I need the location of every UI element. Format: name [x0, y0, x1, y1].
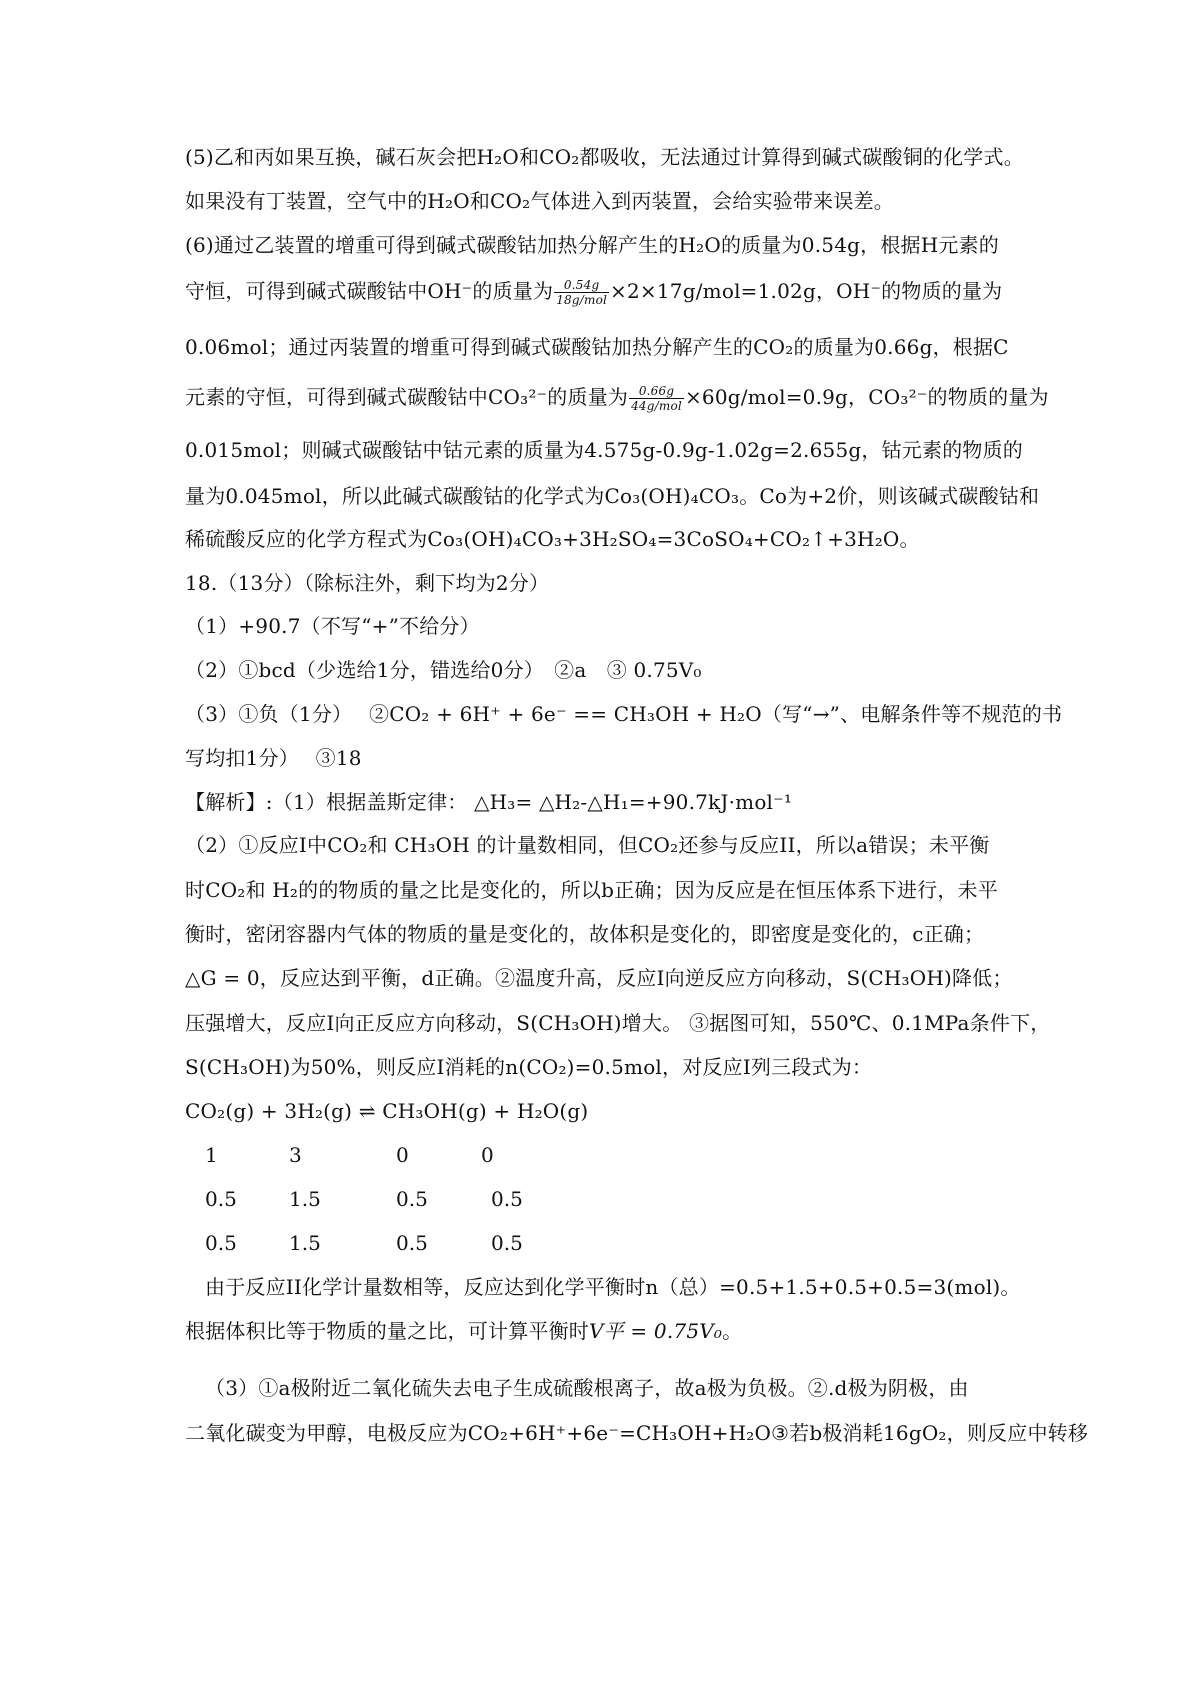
table-cell: 0.5: [205, 1187, 237, 1211]
analysis-line10: （3）①a极附近二氧化硫失去电子生成硫酸根离子，故a极为负极。②.d极为阴极，由: [205, 1376, 969, 1400]
p6-line5: 0.015mol；则碱式碳酸钴中钴元素的质量为4.575g-0.9g-1.02g=2.655g，钴元素的物质的: [185, 438, 1023, 462]
p6-line7: 稀硫酸反应的化学方程式为Co₃(OH)₄CO₃+3H₂SO₄=3CoSO₄+CO₂↑+3H₂O。: [185, 527, 920, 551]
table-cell: 0: [396, 1143, 409, 1167]
table-cell: 0.5: [396, 1231, 428, 1255]
table-cell: 0.5: [491, 1187, 523, 1211]
analysis-line11: 二氧化碳变为甲醇，电极反应为CO₂+6H⁺+6e⁻=CH₃OH+H₂O③若b极消耗16gO₂，则反应中转移: [185, 1421, 1089, 1445]
q18-answer-3-line1: （3）①负（1分） ②CO₂ + 6H⁺ + 6e⁻ == CH₃OH + H₂O（写“→”、电解条件等不规范的书: [185, 702, 1063, 726]
fraction-water: [554, 278, 609, 307]
p6-line4: [185, 384, 1049, 413]
analysis-line9-end: 。: [722, 1319, 743, 1343]
fraction-numerator: 0.54g: [554, 278, 609, 293]
analysis-line9-text: 根据体积比等于物质的量之比，可计算平衡时: [185, 1319, 589, 1343]
fraction-numerator: 0.66g: [629, 384, 684, 399]
table-cell: 1: [205, 1143, 218, 1167]
p6-line2-text-b: ×2×17g/mol=1.02g，OH⁻的物质的量为: [610, 279, 1003, 303]
table-cell: 0.5: [396, 1187, 428, 1211]
reaction-equation: CO₂(g) + 3H₂(g) ⇌ CH₃OH(g) + H₂O(g): [185, 1099, 589, 1123]
analysis-line7: S(CH₃OH)为50%，则反应Ⅰ消耗的n(CO₂)=0.5mol，对反应Ⅰ列三段式为：: [185, 1055, 873, 1079]
table-cell: 1.5: [289, 1231, 321, 1255]
analysis-line5: △G = 0，反应达到平衡，d正确。②温度升高，反应Ⅰ向逆反应方向移动，S(CH₃OH)降低；: [185, 966, 1013, 990]
table-cell: 0.5: [205, 1231, 237, 1255]
p6-line1: (6)通过乙装置的增重可得到碱式碳酸钴加热分解产生的H₂O的质量为0.54g，根据H元素的: [185, 233, 999, 257]
q18-answer-1: （1）+90.7（不写“+”不给分）: [185, 614, 480, 638]
p5-line1: (5)乙和丙如果互换，碱石灰会把H₂O和CO₂都吸收，无法通过计算得到碱式碳酸铜的化学式。: [185, 145, 1024, 169]
table-cell: 0: [481, 1143, 494, 1167]
fraction-co2: [629, 384, 684, 413]
p6-line6: 量为0.045mol，所以此碱式碳酸钴的化学式为Co₃(OH)₄CO₃。Co为+2价，则该碱式碳酸钴和: [185, 484, 1040, 508]
p6-line2-text-a: 守恒，可得到碱式碳酸钴中OH⁻的质量为: [185, 279, 554, 303]
analysis-line4: 衡时，密闭容器内气体的物质的量是变化的，故体积是变化的，即密度是变化的，c正确；: [185, 922, 985, 946]
table-cell: 3: [289, 1143, 302, 1167]
p6-line2: [185, 278, 1002, 307]
fraction-denominator: 18g/mol: [556, 293, 608, 307]
q18-heading: 18.（13分）（除标注外，剩下均为2分）: [185, 571, 550, 595]
p6-line4-text-b: ×60g/mol=0.9g，CO₃²⁻的物质的量为: [684, 385, 1049, 409]
p6-line3: 0.06mol；通过丙装置的增重可得到碱式碳酸钴加热分解产生的CO₂的质量为0.66g，根据C: [185, 335, 1009, 359]
table-cell: 1.5: [289, 1187, 321, 1211]
equilibrium-volume: V平 = 0.75V₀: [589, 1319, 723, 1343]
analysis-line9: [185, 1318, 742, 1344]
p5-line2: 如果没有丁装置，空气中的H₂O和CO₂气体进入到丙装置，会给实验带来误差。: [185, 189, 894, 213]
p6-line4-text-a: 元素的守恒，可得到碱式碳酸钴中CO₃²⁻的质量为: [185, 385, 629, 409]
analysis-line6: 压强增大，反应Ⅰ向正反应方向移动，S(CH₃OH)增大。 ③据图可知，550℃、0.1MPa条件下，: [185, 1011, 1051, 1035]
analysis-line1: 【解析】:（1）根据盖斯定律： △H₃= △H₂-△H₁=+90.7kJ·mol⁻¹: [185, 790, 793, 814]
table-cell: 0.5: [491, 1231, 523, 1255]
analysis-line3: 时CO₂和 H₂的的物质的量之比是变化的，所以b正确；因为反应是在恒压体系下进行，未平: [185, 878, 998, 902]
analysis-line2: （2）①反应Ⅰ中CO₂和 CH₃OH 的计量数相同，但CO₂还参与反应II，所以a错误；未平衡: [185, 833, 990, 857]
fraction-denominator: 44g/mol: [631, 399, 682, 413]
q18-answer-2: （2）①bcd（少选给1分，错选给0分） ②a ③ 0.75V₀: [185, 658, 702, 682]
analysis-line8: 由于反应II化学计量数相等，反应达到化学平衡时n（总）=0.5+1.5+0.5+0.5=3(mol)。: [205, 1275, 1021, 1299]
q18-answer-3-line2: 写均扣1分） ③18: [185, 746, 362, 770]
